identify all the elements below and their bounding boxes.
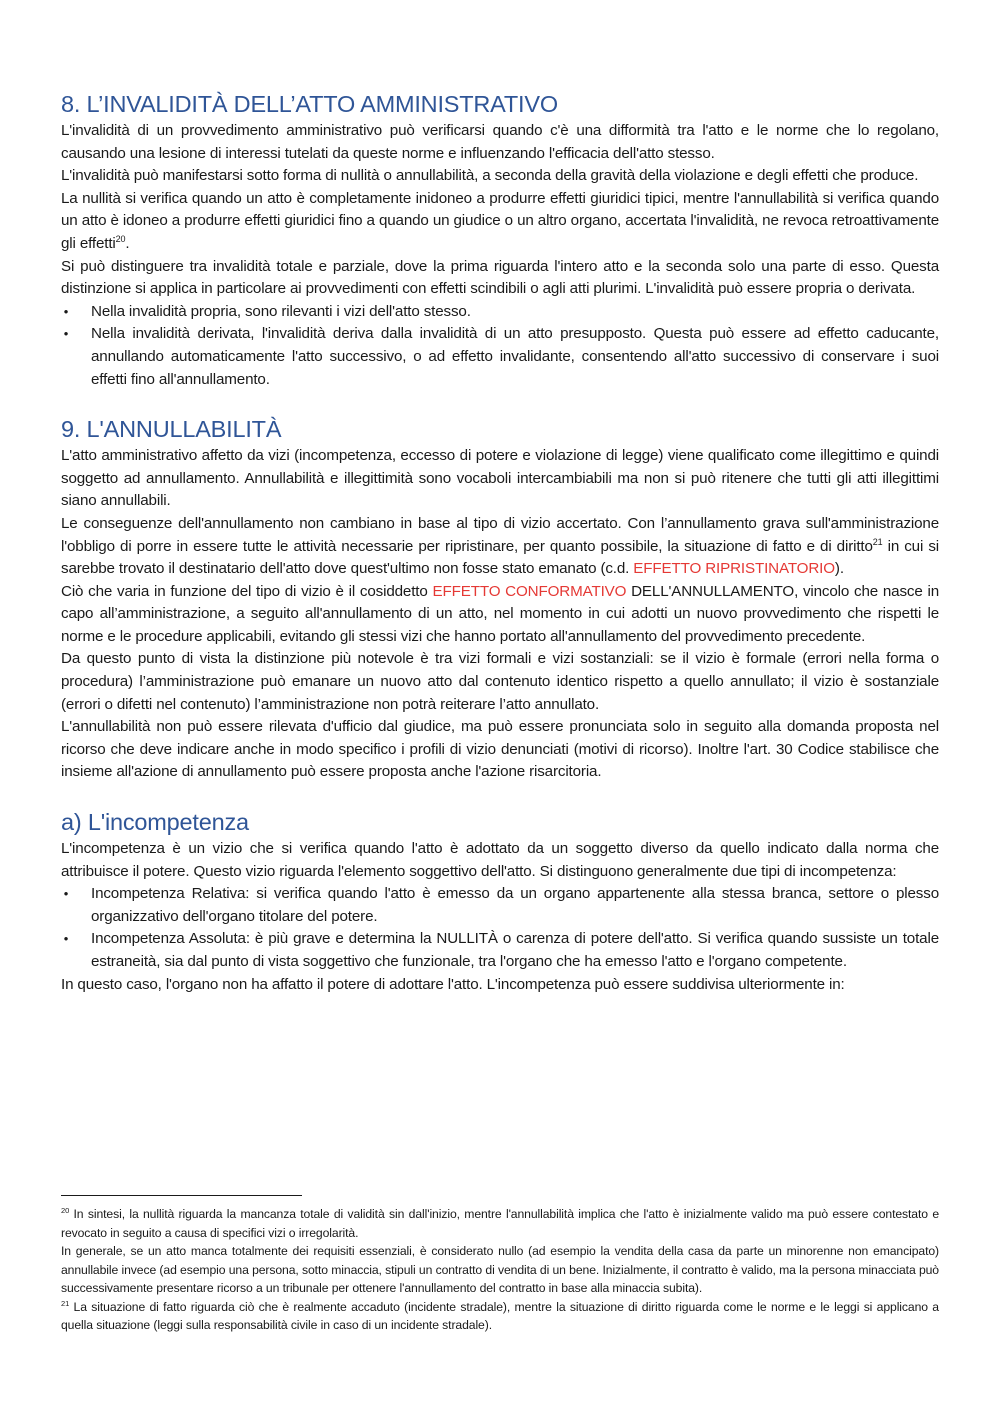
subsection-a-paragraph-2: In questo caso, l'organo non ha affatto il potere di adottare l'atto. L'incompetenza può essere suddivisa ulteriormente in: <box>61 975 845 993</box>
section-8-paragraph-4: Si può distinguere tra invalidità totale e parziale, dove la prima riguarda l'intero atto e la seconda solo una parte di esso. Questa distinzione si applica in particolare ai provvedimenti con effetti scindibili o agli atti plurimi. L'invalidità può essere propria o derivata. <box>61 257 939 298</box>
section-8-paragraph-3 <box>61 188 939 256</box>
footnote-20-text: In sintesi, la nullità riguarda la mancanza totale di validità sin dall'inizio, mentre l'annullabilità implica che l'atto è inizialmente valido ma può essere contestato e revocato in seguito a causa di specifici vizi o irregolarità. <box>61 1207 939 1240</box>
footnote-ref-20[interactable]: 20 <box>115 233 126 244</box>
section-9-paragraph-3-text-a: Ciò che varia in funzione del tipo di vizio è il cosiddetto <box>61 582 433 600</box>
section-9-paragraph-2-text-c: ). <box>834 560 844 578</box>
section-9-paragraph-4: Da questo punto di vista la distinzione più notevole è tra vizi formali e vizi sostanziali: se il vizio è formale (errori nella forma o procedura) l’amministrazione può emanare un nuovo atto dal contenuto identico rispetto a quello annullato; il vizio è sostanziale (errori o difetti nel contenuto) l’amministrazione non potrà reiterare l’atto annullato. <box>61 650 939 713</box>
footnote-20 <box>61 1205 939 1242</box>
list-item <box>61 323 939 391</box>
section-9-paragraph-2 <box>61 513 939 581</box>
footnote-ref-21[interactable]: 21 <box>872 536 883 547</box>
list-item-text: Incompetenza Relativa: si verifica quando l'atto è emesso da un organo appartenente alla stessa branca, settore o plesso organizzativo dell'organo titolare del potere. <box>91 885 939 925</box>
subsection-a-paragraph-1: L'incompetenza è un vizio che si verifica quando l'atto è adottato da un soggetto diverso da quello indicato dalla norma che attribuisce il potere. Questo vizio riguarda l'elemento soggettivo dell'atto. Si distinguono generalmente due tipi di incompetenza: <box>61 840 939 880</box>
list-item-text: Nella invalidità derivata, l'invalidità deriva dalla invalidità di un atto presupposto. Questa può essere ad effetto caducante, annullando automaticamente l'atto successivo, o ad effetto invalidante, consentendo all'atto successivo di conservare i suoi effetti fino all'annullamento. <box>91 325 939 388</box>
section-8-paragraph-1: L'invalidità di un provvedimento amministrativo può verificarsi quando c'è una difformità tra l'atto e le norme che lo regolano, causando una lesione di interessi tutelati da queste norme e influenzando l'efficacia dell'atto stesso. <box>61 122 939 162</box>
list-item <box>61 883 939 928</box>
section-8-paragraph-2: L'invalidità può manifestarsi sotto forma di nullità o annullabilità, a seconda della gravità della violazione e degli effetti che produce. <box>61 167 919 185</box>
subsection-a-heading: a) L'incompetenza <box>61 809 249 836</box>
bullet-icon: • <box>63 303 69 319</box>
section-8-paragraph-3-end: . <box>125 234 130 252</box>
bullet-icon: • <box>63 886 69 902</box>
section-9-paragraph-2-text-b: in cui si sarebbe trovato il destinatario dell'atto dove quest'ultimo non fosse stato emanato (c.d. <box>61 537 939 578</box>
list-item <box>61 301 939 324</box>
bullet-icon: • <box>63 326 69 342</box>
section-8-bullet-list <box>61 301 939 391</box>
footnotes <box>61 1205 939 1335</box>
section-9-paragraph-3-text-b: DELL'ANNULLAMENTO, vincolo che nasce in capo all’amministrazione, a seguito all'annullamento di un atto, nel momento in cui adotti un nuovo provvedimento che rispetti le norme e le procedure applicabili, evitando gli stessi vizi che hanno portato all'annullamento del provvedimento precedente. <box>61 582 939 645</box>
section-9-paragraph-5: L'annullabilità non può essere rilevata d'ufficio dal giudice, ma può essere pronunciata solo in seguito alla domanda proposta nel ricorso che deve indicare anche in modo specifico i profili di vizio denunciati (motivi di ricorso). Inoltre l'art. 30 Codice stabilisce che insieme all'azione di annullamento può essere proposta anche l'azione risarcitoria. <box>61 718 939 781</box>
section-9-paragraph-1: L'atto amministrativo affetto da vizi (incompetenza, eccesso di potere e violazione di legge) viene qualificato come illegittimo e quindi soggetto ad annullamento. Annullabilità e illegittimità sono vocaboli intercambiabili ma non si può ritenere che tutti gli atti illegittimi siano annullabili. <box>61 447 939 510</box>
list-item <box>61 928 939 973</box>
footnote-21-text: La situazione di fatto riguarda ciò che è realmente accaduto (incidente stradale), mentre la situazione di diritto riguarda come le norme e le leggi si applicano a quella situazione (leggi sulla responsabilità civile in caso di un incidente stradale). <box>61 1299 939 1332</box>
subsection-a-bullet-list <box>61 883 939 973</box>
effetto-ripristinatorio-highlight: EFFETTO RIPRISTINATORIO <box>633 560 835 578</box>
bullet-icon: • <box>63 931 69 947</box>
footnote-separator <box>61 1195 302 1196</box>
footnote-20-number: 20 <box>61 1205 70 1215</box>
footnote-21 <box>61 1298 939 1335</box>
section-8-heading: 8. L’INVALIDITÀ DELL’ATTO AMMINISTRATIVO <box>61 91 558 117</box>
footnote-20-continuation: In generale, se un atto manca totalmente dei requisiti essenziali, è considerato nullo (ad esempio la vendita della casa da parte un minorenne non emancipato) annullabile invece (ad esempio una persona, sotto minaccia, stipuli un contratto di vendita di un bene. Inizialmente, il contratto è valido, ma la persona minacciata può successivamente presentare ricorso a un tribunale per ottenere l'annullamento del contratto in base alla minaccia subita). <box>61 1244 939 1295</box>
section-9-paragraph-3 <box>61 581 939 649</box>
section-9-heading: 9. L'ANNULLABILITÀ <box>61 416 282 443</box>
section-8-paragraph-3-text: La nullità si verifica quando un atto è completamente inidoneo a produrre effetti giuridici tipici, mentre l'annullabilità si verifica quando un atto è idoneo a produrre effetti giuridici fino a quando un giudice o un altro organo, accertata l'invalidità, ne revoca retroattivamente gli effetti <box>61 189 939 252</box>
list-item-text: Nella invalidità propria, sono rilevanti i vizi dell'atto stesso. <box>91 302 471 320</box>
section-9-paragraph-2-text-a: Le conseguenze dell'annullamento non cambiano in base al tipo di vizio accertato. Con l’annullamento grava sull'amministrazione l'obbligo di porre in essere tutte le attività necessarie per ripristinare, per quanto possibile, la situazione di fatto e di diritto <box>61 514 939 555</box>
effetto-conformativo-highlight: EFFETTO CONFORMATIVO <box>432 582 627 600</box>
list-item-text: Incompetenza Assoluta: è più grave e determina la NULLITÀ o carenza di potere dell'atto. Si verifica quando sussiste un totale estraneità, sia dal punto di vista soggettivo che funzionale, tra l'organo che ha emesso l'atto e l'organo competente. <box>91 930 939 970</box>
footnote-21-number: 21 <box>61 1298 70 1308</box>
